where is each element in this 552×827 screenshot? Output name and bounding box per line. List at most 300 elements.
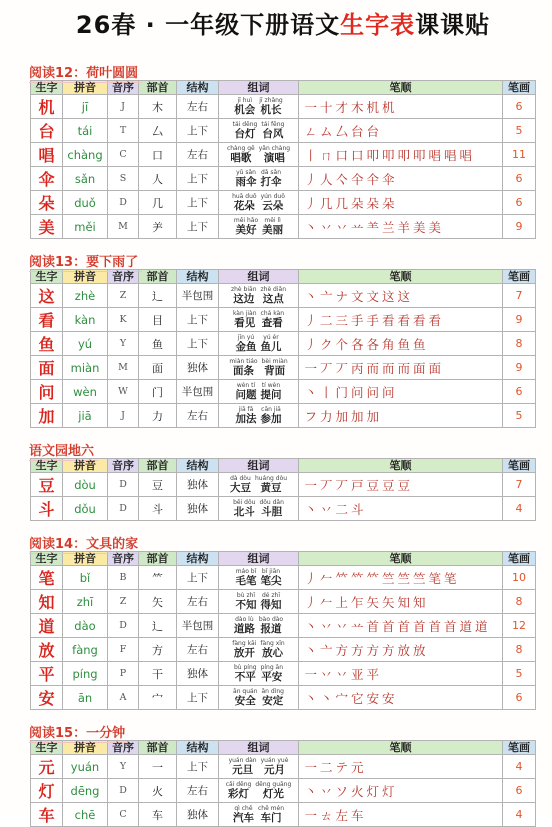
stroke-step: 鱼 (397, 337, 410, 352)
stroke-step: 丷 (335, 667, 348, 682)
header-word-group: 组词 (219, 81, 299, 95)
stroke-step: 美 (428, 220, 441, 235)
stroke-step: 手 (366, 313, 379, 328)
word-pinyin: yǎn chàng (258, 145, 291, 152)
structure-cell: 独体 (177, 803, 219, 827)
word-text: 不平 (234, 671, 256, 683)
character-cell: 元 (31, 755, 63, 779)
stroke-step: 丷 (319, 502, 333, 517)
word-group-cell (219, 473, 299, 497)
header-index-letter: 音序 (108, 81, 139, 95)
stroke-order-cell (299, 356, 503, 380)
radical-cell: ⺮ (139, 566, 177, 590)
word-text: 道路 (233, 623, 255, 635)
pinyin-cell: yú (63, 332, 108, 356)
stroke-count-cell: 6 (503, 686, 536, 710)
word-item (232, 640, 256, 659)
stroke-step: 丶 (304, 784, 317, 799)
stroke-step: 唱 (428, 148, 441, 163)
stroke-step: 丶 (319, 691, 333, 706)
word-text: 云朵 (262, 200, 284, 212)
stroke-step: 首 (428, 619, 441, 634)
structure-cell: 上下 (177, 215, 219, 239)
structure-cell: 独体 (177, 497, 219, 521)
word-group-cell (219, 308, 299, 332)
stroke-step: 斗 (350, 502, 364, 517)
pinyin-cell: zhī (63, 590, 108, 614)
stroke-step: 机 (381, 100, 395, 115)
index-letter-cell: A (108, 686, 139, 710)
index-letter-cell: S (108, 167, 139, 191)
character-cell: 灯 (31, 779, 63, 803)
word-item (261, 664, 283, 683)
header-stroke-order: 笔顺 (299, 459, 503, 473)
word-item (234, 616, 255, 635)
stroke-step: 矢 (366, 595, 379, 610)
stroke-step: 𥫗 (335, 571, 348, 586)
header-stroke-order: 笔顺 (299, 270, 503, 284)
header-character: 生字 (31, 81, 63, 95)
stroke-step: 竺 (412, 571, 426, 586)
word-group-cell (219, 638, 299, 662)
stroke-step: 问 (366, 385, 379, 400)
stroke-step: 亠 (319, 289, 333, 304)
character-row (31, 191, 536, 215)
word-text: 提问 (260, 389, 282, 401)
structure-cell: 上下 (177, 119, 219, 143)
radical-cell: 一 (139, 755, 177, 779)
stroke-step: 这 (381, 289, 395, 304)
stroke-step: 看 (397, 313, 410, 328)
stroke-step: 火 (350, 784, 364, 799)
word-group-cell (219, 566, 299, 590)
character-cell: 安 (31, 686, 63, 710)
sections-container (0, 62, 552, 827)
stroke-order-cell (299, 803, 503, 827)
word-pinyin: chá kàn (260, 310, 285, 317)
word-pinyin: bù píng (233, 664, 257, 671)
character-row (31, 686, 536, 710)
character-cell: 鱼 (31, 332, 63, 356)
stroke-step: 𥫗 (366, 571, 379, 586)
section-title: 阅读13：要下雨了 (29, 255, 142, 272)
index-letter-cell: D (108, 614, 139, 638)
pinyin-cell: bǐ (63, 566, 108, 590)
stroke-step: 放 (412, 643, 426, 658)
index-letter-cell: C (108, 143, 139, 167)
character-row (31, 308, 536, 332)
structure-cell: 独体 (177, 662, 219, 686)
section-title-wrap (29, 62, 552, 80)
index-letter-cell: D (108, 497, 139, 521)
section-title-wrap (29, 722, 552, 740)
stroke-step: 兰 (381, 220, 395, 235)
stroke-order-cell (299, 95, 503, 119)
word-text: 黄豆 (260, 482, 282, 494)
word-item (232, 193, 256, 212)
character-row (31, 119, 536, 143)
lesson-section (0, 62, 552, 239)
stroke-count-cell: 8 (503, 590, 536, 614)
character-row (31, 143, 536, 167)
word-text: 不知 (235, 599, 257, 611)
character-table (30, 740, 536, 827)
structure-cell: 上下 (177, 332, 219, 356)
stroke-step: 首 (443, 619, 457, 634)
word-group-cell (219, 755, 299, 779)
stroke-order-cell (299, 308, 503, 332)
character-row (31, 284, 536, 308)
title-suffix: 课课贴 (415, 11, 491, 39)
header-structure: 结构 (177, 552, 219, 566)
stroke-step: 这 (397, 289, 410, 304)
character-cell: 机 (31, 95, 63, 119)
stroke-step: 美 (412, 220, 426, 235)
word-pinyin: cǎi dēng (225, 781, 252, 788)
character-cell: 斗 (31, 497, 63, 521)
section-title-wrap (29, 251, 552, 269)
stroke-step: 竺 (381, 571, 395, 586)
stroke-step: 丷 (335, 220, 348, 235)
header-structure: 结构 (177, 459, 219, 473)
stroke-step: 𠂉 (319, 571, 333, 586)
stroke-count-cell: 4 (503, 755, 536, 779)
lesson-section (0, 722, 552, 827)
header-pinyin: 拼音 (63, 81, 108, 95)
stroke-step: 丶 (304, 619, 317, 634)
word-group-cell (219, 497, 299, 521)
word-group-cell (219, 662, 299, 686)
radical-cell: 几 (139, 191, 177, 215)
stroke-step: 安 (366, 691, 379, 706)
index-letter-cell: T (108, 119, 139, 143)
word-pinyin: huā duǒ (232, 193, 257, 200)
word-pinyin: qì chē (234, 805, 253, 812)
title-highlight: 生字表 (340, 11, 416, 39)
structure-cell: 上下 (177, 191, 219, 215)
word-text: 查看 (261, 317, 283, 329)
stroke-step: 平 (366, 667, 379, 682)
character-cell: 豆 (31, 473, 63, 497)
character-table (30, 551, 536, 710)
stroke-step: 问 (381, 385, 395, 400)
word-item (233, 121, 258, 140)
stroke-count-cell: 7 (503, 284, 536, 308)
stroke-step: 角 (381, 337, 395, 352)
index-letter-cell: M (108, 356, 139, 380)
structure-cell: 左右 (177, 143, 219, 167)
word-item (234, 664, 257, 683)
character-cell: 伞 (31, 167, 63, 191)
table-body (31, 473, 536, 521)
radical-cell: 面 (139, 356, 177, 380)
index-letter-cell: C (108, 803, 139, 827)
word-pinyin: dà dòu (230, 475, 251, 482)
header-character: 生字 (31, 459, 63, 473)
stroke-step: 一 (304, 361, 317, 376)
word-item (262, 358, 288, 377)
word-text: 机会 (234, 104, 256, 116)
structure-cell: 独体 (177, 473, 219, 497)
radical-cell: 厶 (139, 119, 177, 143)
stroke-step: ク (319, 337, 333, 352)
word-text: 斗胆 (261, 506, 283, 518)
word-item (234, 97, 255, 116)
header-radical: 部首 (139, 459, 177, 473)
character-cell: 朵 (31, 191, 63, 215)
radical-cell: 木 (139, 95, 177, 119)
word-text: 参加 (260, 413, 282, 425)
word-pinyin: bào dào (258, 616, 284, 623)
word-item (255, 781, 291, 800)
word-pinyin: běi dǒu (233, 499, 256, 506)
stroke-step: 放 (397, 643, 410, 658)
stroke-step: 笔 (428, 571, 441, 586)
character-row (31, 167, 536, 191)
stroke-step: 笔 (443, 571, 457, 586)
character-cell: 加 (31, 404, 63, 428)
stroke-order-cell (299, 380, 503, 404)
radical-cell: 辶 (139, 614, 177, 638)
stroke-step: 丆 (319, 361, 333, 376)
word-group-cell (219, 191, 299, 215)
pinyin-cell: zhè (63, 284, 108, 308)
word-group-cell (219, 95, 299, 119)
word-text: 彩灯 (228, 788, 250, 800)
stroke-step: 问 (350, 385, 364, 400)
stroke-count-cell: 6 (503, 191, 536, 215)
stroke-step: 二 (319, 760, 333, 775)
stroke-order-cell (299, 143, 503, 167)
pinyin-cell: kàn (63, 308, 108, 332)
header-index-letter: 音序 (108, 270, 139, 284)
word-text: 唱歌 (230, 152, 252, 164)
word-item (255, 475, 287, 494)
stroke-order-cell (299, 473, 503, 497)
word-text: 雨伞 (235, 176, 257, 188)
pinyin-cell: dēng (63, 779, 108, 803)
pinyin-cell: dòu (63, 473, 108, 497)
stroke-order-cell (299, 119, 503, 143)
stroke-step: ソ (335, 784, 348, 799)
word-item (262, 688, 284, 707)
stroke-step: 口 (350, 148, 364, 163)
word-pinyin: tái fēng (261, 121, 285, 128)
lesson-section (0, 533, 552, 710)
stroke-step: 看 (428, 313, 441, 328)
character-row (31, 779, 536, 803)
radical-cell: 斗 (139, 497, 177, 521)
stroke-step: 唱 (443, 148, 457, 163)
stroke-step: 面 (412, 361, 426, 376)
stroke-step: 鱼 (412, 337, 426, 352)
stroke-order-cell (299, 566, 503, 590)
character-table (30, 80, 536, 239)
index-letter-cell: K (108, 308, 139, 332)
stroke-count-cell: 6 (503, 380, 536, 404)
stroke-step: 矢 (381, 595, 395, 610)
word-pinyin: huáng dòu (254, 475, 288, 482)
word-pinyin: wèn tí (236, 382, 256, 389)
word-item (229, 757, 257, 776)
word-item (261, 568, 282, 587)
stroke-step: 一 (304, 808, 317, 823)
stroke-step: 唱 (459, 148, 472, 163)
header-stroke-count: 笔画 (503, 81, 536, 95)
stroke-step: 方 (350, 643, 364, 658)
stroke-order-cell (299, 686, 503, 710)
stroke-step: 仐 (366, 172, 379, 187)
word-item (261, 382, 282, 401)
stroke-step: 亚 (350, 667, 364, 682)
structure-cell: 半包围 (177, 380, 219, 404)
word-pinyin: jīn yú (237, 334, 255, 341)
header-radical: 部首 (139, 741, 177, 755)
word-item (261, 193, 285, 212)
index-letter-cell: F (108, 638, 139, 662)
stroke-step: 个 (335, 337, 348, 352)
word-group-cell (219, 614, 299, 638)
index-letter-cell: Z (108, 284, 139, 308)
word-pinyin: tái dēng (232, 121, 258, 128)
stroke-step: 戸 (350, 478, 364, 493)
stroke-order-cell (299, 755, 503, 779)
stroke-step: 𠂉 (319, 595, 333, 610)
character-cell: 美 (31, 215, 63, 239)
radical-cell: 车 (139, 803, 177, 827)
header-structure: 结构 (177, 741, 219, 755)
word-pinyin: máo bǐ (235, 568, 257, 575)
stroke-count-cell: 4 (503, 497, 536, 521)
character-cell: 唱 (31, 143, 63, 167)
stroke-step: ⺷ (366, 220, 379, 235)
stroke-step: 台 (350, 124, 364, 139)
character-row (31, 473, 536, 497)
stroke-step: 一 (304, 760, 317, 775)
character-cell: 这 (31, 284, 63, 308)
radical-cell: 鱼 (139, 332, 177, 356)
word-pinyin: bèi miàn (261, 358, 288, 365)
table-body (31, 284, 536, 428)
structure-cell: 左右 (177, 779, 219, 803)
index-letter-cell: J (108, 95, 139, 119)
table-header (31, 459, 536, 473)
word-item (230, 475, 251, 494)
stroke-step: 丶 (304, 643, 317, 658)
word-item (258, 805, 284, 824)
word-group-cell (219, 356, 299, 380)
stroke-step: 叩 (397, 148, 410, 163)
stroke-step: 丷 (319, 220, 333, 235)
stroke-count-cell: 9 (503, 308, 536, 332)
word-text: 笔尖 (260, 575, 282, 587)
pinyin-cell: fàng (63, 638, 108, 662)
header-radical: 部首 (139, 270, 177, 284)
header-stroke-order: 笔顺 (299, 741, 503, 755)
character-table (30, 458, 536, 521)
character-cell: 台 (31, 119, 63, 143)
word-pinyin: ān quán (233, 688, 258, 695)
stroke-step: 灯 (381, 784, 395, 799)
stroke-order-cell (299, 662, 503, 686)
header-stroke-order: 笔顺 (299, 81, 503, 95)
word-item (261, 757, 289, 776)
word-pinyin: yú ér (263, 334, 279, 341)
word-item (236, 592, 257, 611)
word-item (226, 781, 252, 800)
stroke-step: 丷 (319, 619, 333, 634)
stroke-step: 竺 (397, 571, 410, 586)
radical-cell: 人 (139, 167, 177, 191)
stroke-step: 伞 (381, 172, 395, 187)
character-table (30, 269, 536, 428)
character-row (31, 662, 536, 686)
stroke-count-cell: 5 (503, 662, 536, 686)
stroke-step: 丆 (335, 478, 348, 493)
word-pinyin: zhè diǎn (260, 286, 287, 293)
stroke-step: 朵 (366, 196, 379, 211)
word-pinyin: bǐ jiān (261, 568, 281, 575)
pinyin-cell: chē (63, 803, 108, 827)
word-pinyin: dào lù (235, 616, 254, 623)
stroke-count-cell: 8 (503, 638, 536, 662)
word-group-cell (219, 686, 299, 710)
word-text: 车门 (260, 812, 282, 824)
index-letter-cell: J (108, 404, 139, 428)
header-structure: 结构 (177, 81, 219, 95)
stroke-step: フ (304, 409, 317, 424)
stroke-step: 木 (350, 100, 364, 115)
stroke-step: 加 (366, 409, 379, 424)
word-pinyin: yuán dàn (228, 757, 257, 764)
word-pinyin: yǔ sǎn (236, 169, 256, 176)
lesson-section (0, 440, 552, 521)
header-stroke-count: 笔画 (503, 741, 536, 755)
word-text: 安定 (262, 695, 284, 707)
radical-cell: ⺶ (139, 215, 177, 239)
stroke-count-cell: 9 (503, 356, 536, 380)
word-text: 放开 (233, 647, 255, 659)
word-item (233, 310, 257, 329)
structure-cell: 左右 (177, 95, 219, 119)
stroke-count-cell: 9 (503, 215, 536, 239)
header-word-group: 组词 (219, 270, 299, 284)
stroke-step: 𥫗 (350, 571, 364, 586)
pinyin-cell: sǎn (63, 167, 108, 191)
stroke-order-cell (299, 167, 503, 191)
structure-cell: 半包围 (177, 284, 219, 308)
stroke-step: 门 (335, 385, 348, 400)
stroke-step: 而 (381, 361, 395, 376)
stroke-count-cell: 6 (503, 167, 536, 191)
stroke-count-cell: 6 (503, 779, 536, 803)
structure-cell: 上下 (177, 566, 219, 590)
stroke-step: 一 (304, 100, 317, 115)
stroke-step: 力 (319, 409, 333, 424)
word-item (236, 382, 257, 401)
character-cell: 问 (31, 380, 63, 404)
index-letter-cell: D (108, 191, 139, 215)
page-title (0, 0, 552, 50)
section-title: 阅读12：荷叶圆圆 (29, 66, 142, 83)
stroke-step: 叩 (412, 148, 426, 163)
stroke-step: 灯 (366, 784, 379, 799)
word-pinyin: tí wèn (261, 382, 281, 389)
structure-cell: 左右 (177, 638, 219, 662)
stroke-step: 三 (335, 313, 348, 328)
stroke-order-cell (299, 614, 503, 638)
stroke-step: 䒑 (350, 619, 364, 634)
